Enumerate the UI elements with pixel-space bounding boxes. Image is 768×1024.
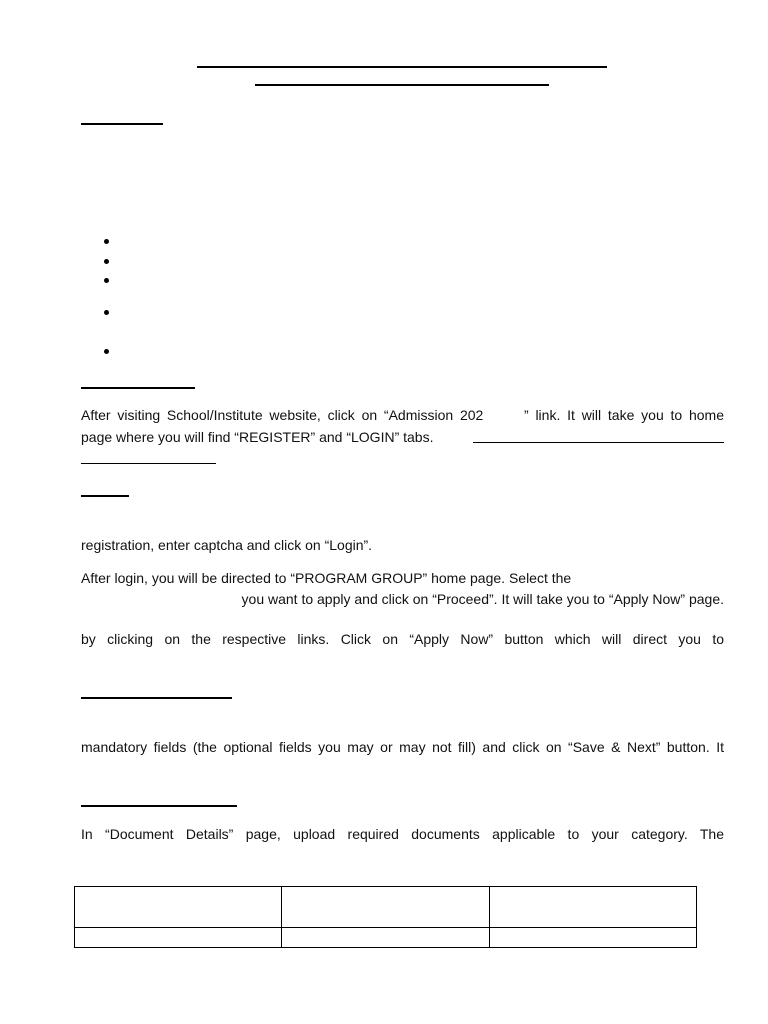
- fill-in-blank: [473, 442, 724, 443]
- paragraph-by-clicking: by clicking on the respective links. Click on “Apply Now” button which will direct you to: [81, 631, 724, 647]
- paragraph-after-login-line-2: you want to apply and click on “Proceed”. It will take you to “Apply Now” page.: [241, 591, 724, 607]
- table-cell: [489, 928, 696, 948]
- table-cell: [489, 887, 696, 928]
- documents-table: [74, 886, 697, 948]
- title-underline-1: [197, 66, 607, 68]
- fill-in-blank: [81, 463, 216, 464]
- bullet-point: [104, 310, 109, 315]
- bullet-point: [104, 278, 109, 283]
- section-heading-underline-5: [81, 805, 237, 807]
- table-header-row: [75, 887, 697, 928]
- paragraph-document-details: In “Document Details” page, upload required documents applicable to your category. The: [81, 826, 724, 842]
- section-heading-underline-4: [81, 697, 232, 699]
- section-heading-underline-3: [81, 495, 129, 497]
- section-heading-underline-1: [81, 123, 163, 125]
- paragraph-after-visiting-line-1: After visiting School/Institute website, click on “Admission 202 ” link. It will take you to home: [81, 407, 724, 423]
- table-cell: [75, 887, 282, 928]
- bullet-point: [104, 239, 109, 244]
- table-cell: [282, 928, 489, 948]
- table-cell: [75, 928, 282, 948]
- table-cell: [282, 887, 489, 928]
- bullet-point: [104, 259, 109, 264]
- title-underline-2: [255, 84, 549, 86]
- bullet-point: [104, 349, 109, 354]
- section-heading-underline-2: [81, 387, 195, 389]
- paragraph-after-login-line-1: After login, you will be directed to “PROGRAM GROUP” home page. Select the: [81, 570, 572, 586]
- paragraph-registration: registration, enter captcha and click on “Login”.: [81, 537, 373, 553]
- paragraph-after-visiting-line-2: page where you will find “REGISTER” and “LOGIN” tabs.: [81, 429, 434, 445]
- paragraph-mandatory: mandatory fields (the optional fields you may or may not fill) and click on “Save & Next” button. It: [81, 739, 724, 755]
- table-row: [75, 928, 697, 948]
